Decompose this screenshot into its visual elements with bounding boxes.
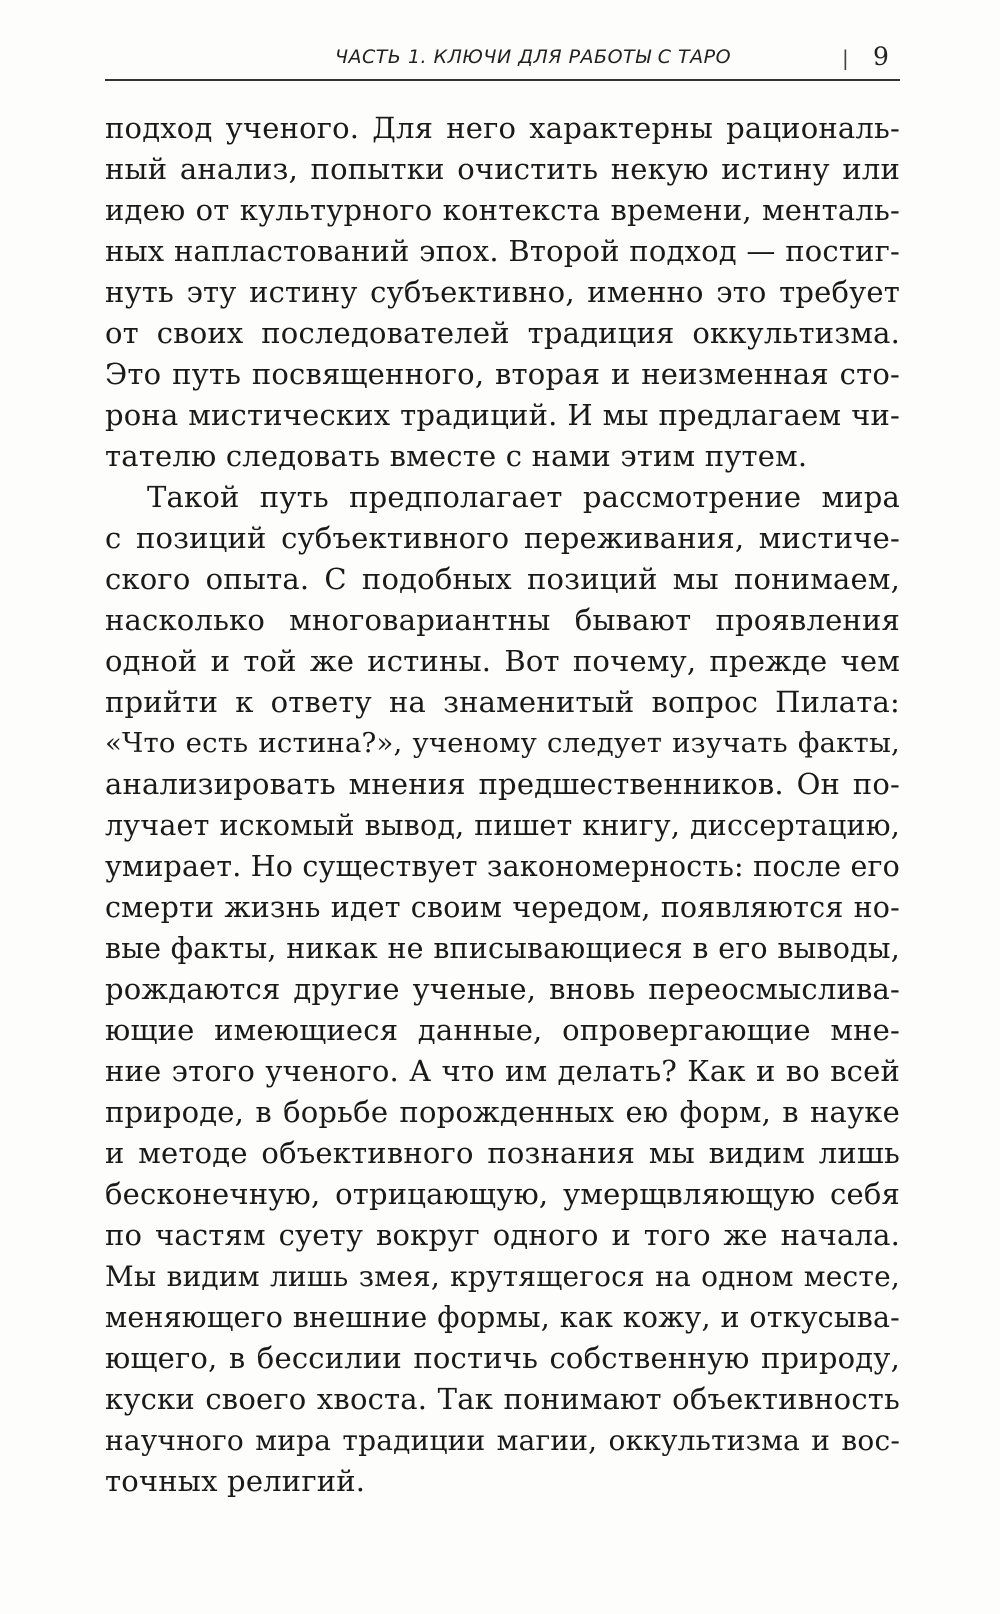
- header-divider: |: [842, 46, 849, 70]
- body-text: [105, 108, 900, 1502]
- text-line: природе, в борьбе порожденных ею форм, в науке: [105, 1095, 900, 1129]
- header-rule: [105, 79, 900, 81]
- text-line: Мы видим лишь змея, крутящегося на одном месте,: [105, 1260, 900, 1293]
- paragraph-1: [105, 108, 900, 477]
- page-header: [105, 40, 900, 84]
- text-line: одной и той же истины. Вот почему, прежде чем: [105, 644, 900, 678]
- text-line: Это путь посвященного, вторая и неизменная сто-: [105, 357, 900, 391]
- text-line: умирает. Но существует закономерность: после его: [105, 850, 901, 883]
- text-line: ского опыта. С подобных позиций мы понимаем,: [105, 562, 900, 596]
- text-line: ние этого ученого. А что им делать? Как и во всей: [105, 1054, 900, 1088]
- text-line: с позиций субъективного переживания, мистиче-: [105, 521, 900, 555]
- text-line: идею от культурного контекста времени, менталь-: [105, 193, 900, 227]
- text-line: нуть эту истину субъективно, именно это требует: [105, 275, 900, 309]
- text-line: прийти к ответу на знаменитый вопрос Пилата:: [105, 685, 900, 719]
- text-line: насколько многовариантны бывают проявления: [105, 603, 900, 637]
- text-line: рождаются другие ученые, вновь переосмыслива-: [105, 972, 900, 1006]
- text-line: и методе объективного познания мы видим лишь: [105, 1136, 900, 1170]
- text-line: ный анализ, попытки очистить некую истину или: [105, 152, 900, 186]
- text-line: Такой путь предполагает рассмотрение мира: [147, 480, 900, 514]
- text-line: смерти жизнь идет своим чередом, появляются но-: [105, 891, 900, 924]
- text-line: точных религий.: [105, 1464, 366, 1498]
- text-line: лучает искомый вывод, пишет книгу, диссертацию,: [105, 809, 900, 842]
- text-line: бесконечную, отрицающую, умерщвляющую себя: [105, 1177, 900, 1211]
- text-line: куски своего хвоста. Так понимают объективность: [105, 1382, 900, 1416]
- text-line: подход ученого. Для него характерны рациональ-: [105, 111, 900, 145]
- paragraph-2: [105, 477, 900, 1502]
- text-line: рона мистических традиций. И мы предлагаем чи-: [105, 398, 900, 432]
- text-line: от своих последователей традиция оккультизма.: [105, 316, 900, 350]
- text-line: «Что есть истина?», ученому следует изучать факты,: [105, 727, 900, 759]
- text-line: ющего, в бессилии постичь собственную природу,: [105, 1341, 900, 1375]
- text-line: вые факты, никак не вписывающиеся в его выводы,: [105, 932, 900, 965]
- text-line: анализировать мнения предшественников. Он по-: [105, 767, 900, 801]
- text-line: ных напластований эпох. Второй подход — постиг-: [105, 234, 900, 268]
- text-line: по частям суету вокруг одного и того же начала.: [105, 1218, 900, 1252]
- running-title: ЧАСТЬ 1. КЛЮЧИ ДЛЯ РАБОТЫ С ТАРО: [335, 46, 732, 68]
- text-line: научного мира традиции магии, оккультизма и вос-: [105, 1424, 900, 1457]
- page-number: 9: [873, 42, 889, 71]
- text-line: ющие имеющиеся данные, опровергающие мне-: [105, 1013, 900, 1047]
- text-line: меняющего внешние формы, как кожу, и откусыва-: [105, 1301, 900, 1334]
- text-line: тателю следовать вместе с нами этим путем.: [105, 439, 808, 473]
